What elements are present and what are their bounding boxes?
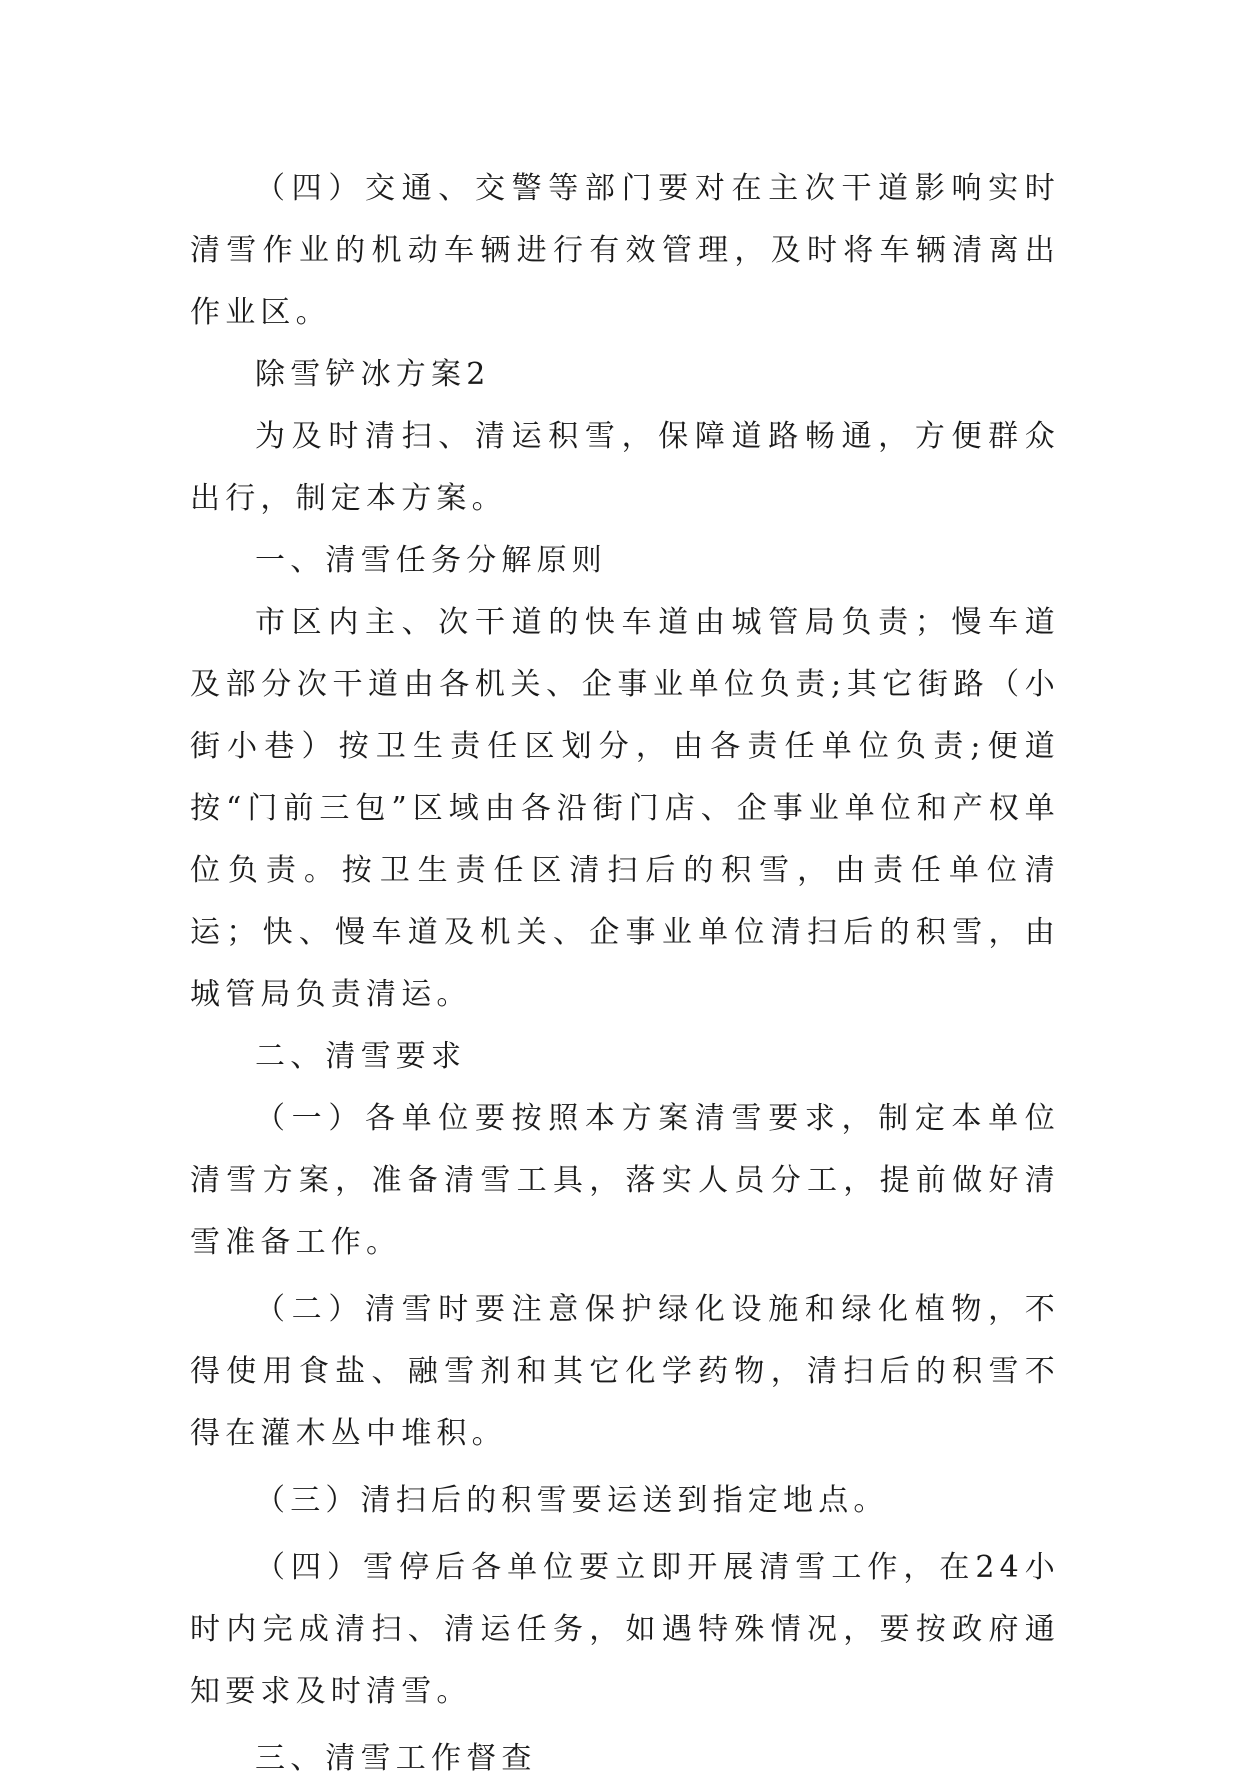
paragraph-plan-purpose: 为及时清扫、清运积雪，保障道路畅通，方便群众出行，制定本方案。 xyxy=(190,419,1060,516)
section-title-plan-2: 除雪铲冰方案2 xyxy=(255,357,491,392)
paragraph-requirement-2: （二）清雪时要注意保护绿化设施和绿化植物，不得使用食盐、融雪剂和其它化学药物，清扫后的积雪不得在灌木丛中堆积。 xyxy=(190,1292,1060,1451)
paragraph-requirement-4: （四）雪停后各单位要立即开展清雪工作，在24小时内完成清扫、清运任务，如遇特殊情况，要按政府通知要求及时清雪。 xyxy=(190,1550,1060,1709)
paragraph-requirement-1: （一）各单位要按照本方案清雪要求，制定本单位清雪方案，准备清雪工具，落实人员分工，提前做好清雪准备工作。 xyxy=(190,1101,1060,1260)
paragraph-transport-management: （四）交通、交警等部门要对在主次干道影响实时清雪作业的机动车辆进行有效管理，及时将车辆清离出作业区。 xyxy=(190,171,1060,330)
paragraph-requirement-3: （三）清扫后的积雪要运送到指定地点。 xyxy=(255,1483,889,1518)
heading-task-principles: 一、清雪任务分解原则 xyxy=(255,543,607,578)
document-body xyxy=(190,158,1060,1790)
paragraph-task-division: 市区内主、次干道的快车道由城管局负责；慢车道及部分次干道由各机关、企事业单位负责;其它街路（小街小巷）按卫生责任区划分，由各责任单位负责;便道按“门前三包”区域由各沿街门店、企事业单位和产权单位负责。按卫生责任区清扫后的积雪，由责任单位清运；快、慢车道及机关、企事业单位清扫后的积雪，由城管局负责清运。 xyxy=(190,605,1060,1012)
heading-supervision: 三、清雪工作督查 xyxy=(255,1741,537,1776)
heading-requirements: 二、清雪要求 xyxy=(255,1039,467,1074)
